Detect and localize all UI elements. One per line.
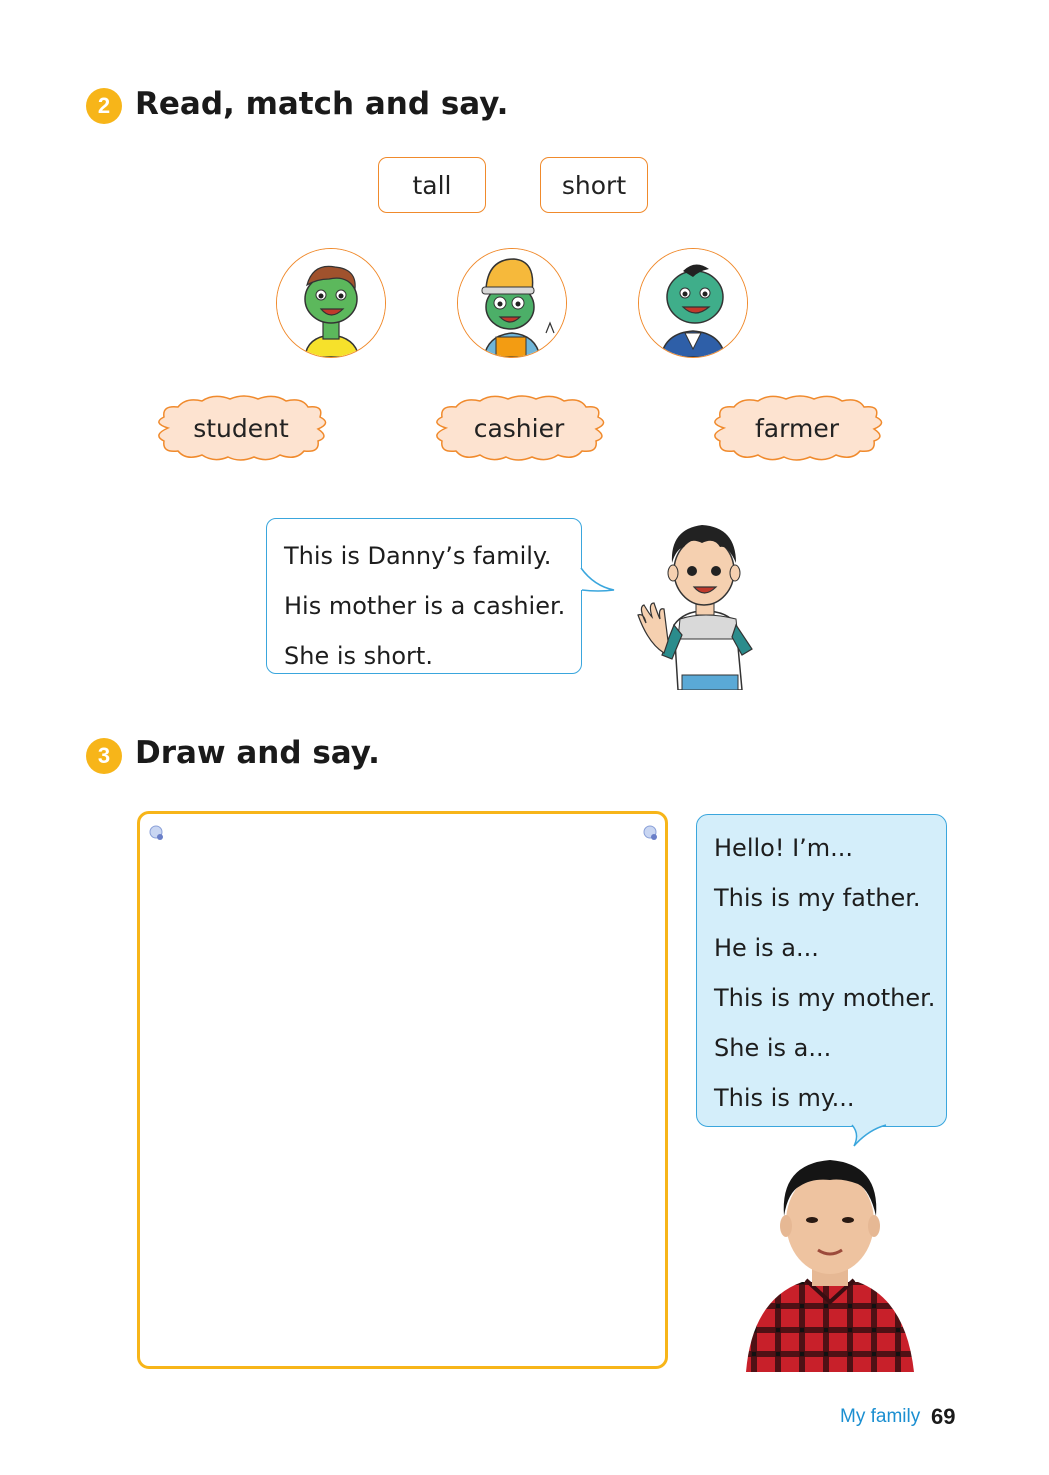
bubble-line: Hello! I’m... <box>714 834 854 862</box>
footer-unit-label: My family <box>840 1406 921 1427</box>
occupation-label: student <box>193 413 289 443</box>
bubble-line: This is my father. <box>714 884 921 912</box>
occupation-label: cashier <box>473 413 565 443</box>
bubble-line: She is short. <box>284 642 433 670</box>
section-title: Draw and say. <box>135 735 380 771</box>
bubble-line: He is a... <box>714 934 819 962</box>
drawing-area[interactable] <box>137 811 668 1369</box>
speech-bubble-tail <box>850 1124 890 1148</box>
section-number-badge: 3 <box>86 738 122 774</box>
word-box-short: short <box>540 157 648 213</box>
boy-photo <box>742 1150 917 1372</box>
pushpin-icon <box>643 825 659 841</box>
section-number-badge: 2 <box>86 88 122 124</box>
speech-bubble-self-intro <box>696 814 947 1127</box>
bubble-line: This is Danny’s family. <box>284 542 552 570</box>
section-title: Read, match and say. <box>135 86 509 122</box>
bubble-line: This is my... <box>714 1084 855 1112</box>
dinosaur-student-avatar <box>276 248 386 358</box>
dinosaur-farmer-avatar <box>638 248 748 358</box>
speech-bubble-tail <box>580 566 616 596</box>
occupation-label: farmer <box>755 413 839 443</box>
bubble-line: She is a... <box>714 1034 832 1062</box>
speech-bubble-danny <box>266 518 582 674</box>
cloud-word-farmer <box>704 393 890 463</box>
dinosaur-cashier-avatar <box>457 248 567 358</box>
bubble-line: This is my mother. <box>714 984 936 1012</box>
danny-boy-illustration <box>632 515 772 690</box>
bubble-line: His mother is a cashier. <box>284 592 566 620</box>
pushpin-icon <box>149 825 165 841</box>
cloud-word-cashier <box>426 393 612 463</box>
page-number: 69 <box>931 1404 956 1429</box>
word-box-tall: tall <box>378 157 486 213</box>
cloud-word-student <box>148 393 334 463</box>
